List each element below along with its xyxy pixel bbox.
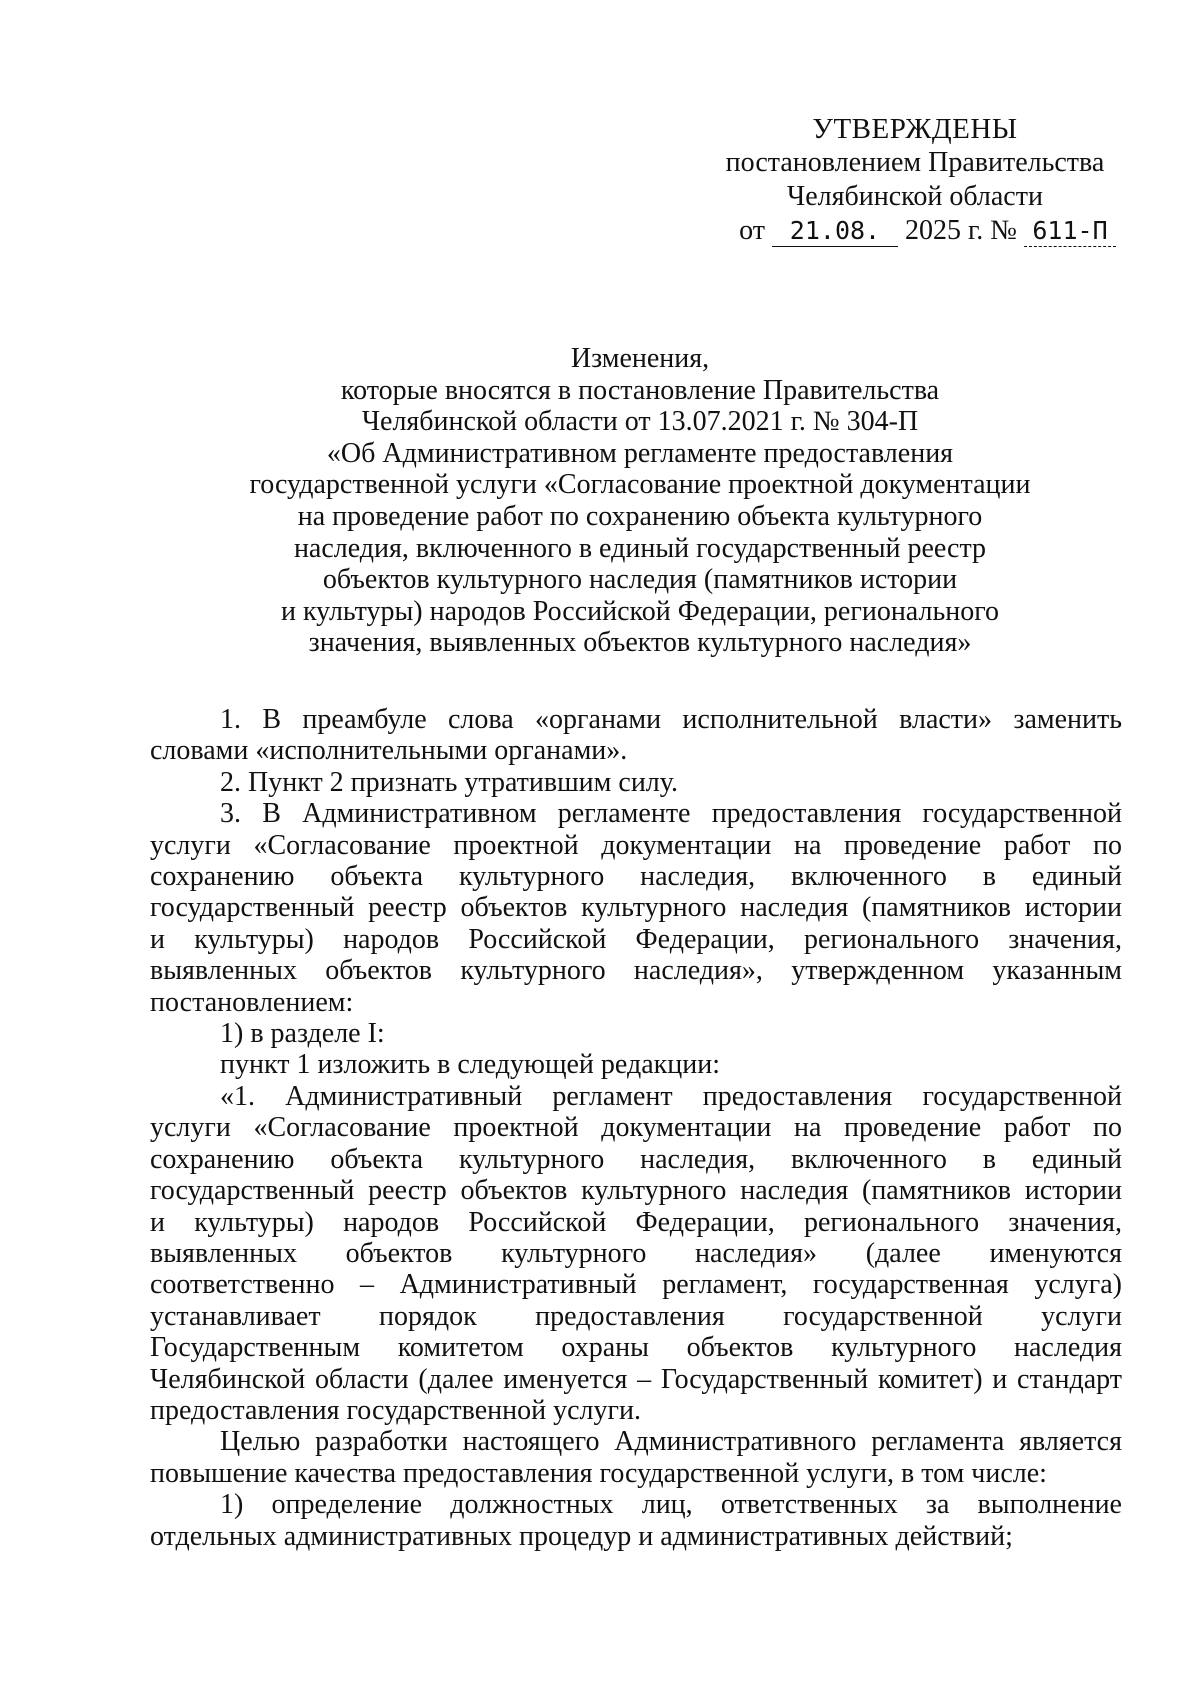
- title-line: на проведение работ по сохранению объекта культурного: [297, 500, 983, 532]
- text-line: услуги «Согласование проектной документации на проведение работ по: [150, 1112, 1122, 1144]
- paragraph-7: [150, 1426, 1122, 1489]
- title-line: и культуры) народов Российской Федерации, регионального: [280, 595, 999, 627]
- title-line: значения, выявленных объектов культурного наследия»: [308, 627, 972, 659]
- text-line: 2. Пункт 2 признать утратившим силу.: [220, 766, 678, 798]
- text-line: отдельных административных процедур и административных действий;: [150, 1520, 1013, 1552]
- text-line: соответственно – Административный регламент, государственная услуга): [150, 1269, 1122, 1301]
- text-line: 3. В Административном регламенте предоставления государственной: [220, 798, 1122, 830]
- text-line: выявленных объектов культурного наследия» (далее именуются: [150, 1237, 1122, 1269]
- title-line: которые вносятся в постановление Правительства: [340, 374, 940, 406]
- approval-date-line: [700, 214, 1130, 248]
- text-line: и культуры) народов Российской Федерации, регионального значения,: [150, 1206, 1122, 1238]
- text-line: повышение качества предоставления государственной услуги, в том числе:: [150, 1457, 1047, 1489]
- text-line: Челябинской области (далее именуется – Государственный комитет) и стандарт: [150, 1363, 1122, 1395]
- paragraph-1: [150, 704, 1122, 767]
- paragraph-5: [150, 1049, 1122, 1080]
- title-line: Изменения,: [570, 343, 710, 374]
- text-line: предоставления государственной услуги.: [150, 1394, 641, 1426]
- text-line: услуги «Согласование проектной документации на проведение работ по: [150, 829, 1122, 861]
- text-line: 1) в разделе I:: [220, 1018, 385, 1050]
- title-line: «Об Административном регламенте предоставления: [326, 437, 954, 469]
- paragraph-8: [150, 1489, 1122, 1552]
- text-line: «1. Административный регламент предоставления государственной: [220, 1080, 1122, 1112]
- date-value: 21.08.: [772, 216, 898, 247]
- decree-number: 611-П: [1024, 216, 1116, 247]
- title-line: государственной услуги «Согласование проектной документации: [249, 469, 1031, 501]
- text-line: выявленных объектов культурного наследия», утвержденном указанным: [150, 955, 1122, 987]
- text-line: 1. В преамбуле слова «органами исполнительной власти» заменить: [220, 704, 1122, 735]
- text-line: Целью разработки настоящего Административного регламента является: [220, 1426, 1122, 1458]
- approval-line-1: постановлением Правительства: [725, 147, 1105, 178]
- document-title: [150, 343, 1130, 659]
- text-line: постановлением:: [150, 986, 354, 1018]
- text-line: и культуры) народов Российской Федерации, регионального значения,: [150, 923, 1122, 955]
- date-year: 2025 г. №: [904, 215, 1017, 246]
- title-line: Челябинской области от 13.07.2021 г. № 304-П: [361, 406, 919, 438]
- paragraph-3: [150, 798, 1122, 1018]
- title-line: наследия, включенного в единый государственный реестр: [293, 532, 987, 564]
- title-line: объектов культурного наследия (памятников истории: [322, 564, 958, 596]
- text-line: сохранению объекта культурного наследия, включенного в единый: [150, 1143, 1122, 1175]
- text-line: государственный реестр объектов культурного наследия (памятников истории: [150, 892, 1122, 924]
- paragraph-2: [150, 767, 1122, 798]
- text-line: устанавливает порядок предоставления государственной услуги: [150, 1300, 1122, 1332]
- document-body: [150, 704, 1122, 1552]
- text-line: государственный реестр объектов культурного наследия (памятников истории: [150, 1175, 1122, 1207]
- approval-heading: УТВЕРЖДЕНЫ: [812, 113, 1018, 145]
- text-line: пункт 1 изложить в следующей редакции:: [220, 1049, 720, 1081]
- approval-line-2: Челябинской области: [787, 181, 1043, 212]
- text-line: 1) определение должностных лиц, ответственных за выполнение: [220, 1489, 1122, 1521]
- approval-block: [700, 112, 1130, 248]
- text-line: Государственным комитетом охраны объектов культурного наследия: [150, 1332, 1122, 1364]
- paragraph-6: [150, 1081, 1122, 1426]
- text-line: сохранению объекта культурного наследия, включенного в единый: [150, 861, 1122, 893]
- paragraph-4: [150, 1018, 1122, 1049]
- date-prefix: от: [739, 215, 765, 246]
- text-line: словами «исполнительными органами».: [150, 735, 628, 767]
